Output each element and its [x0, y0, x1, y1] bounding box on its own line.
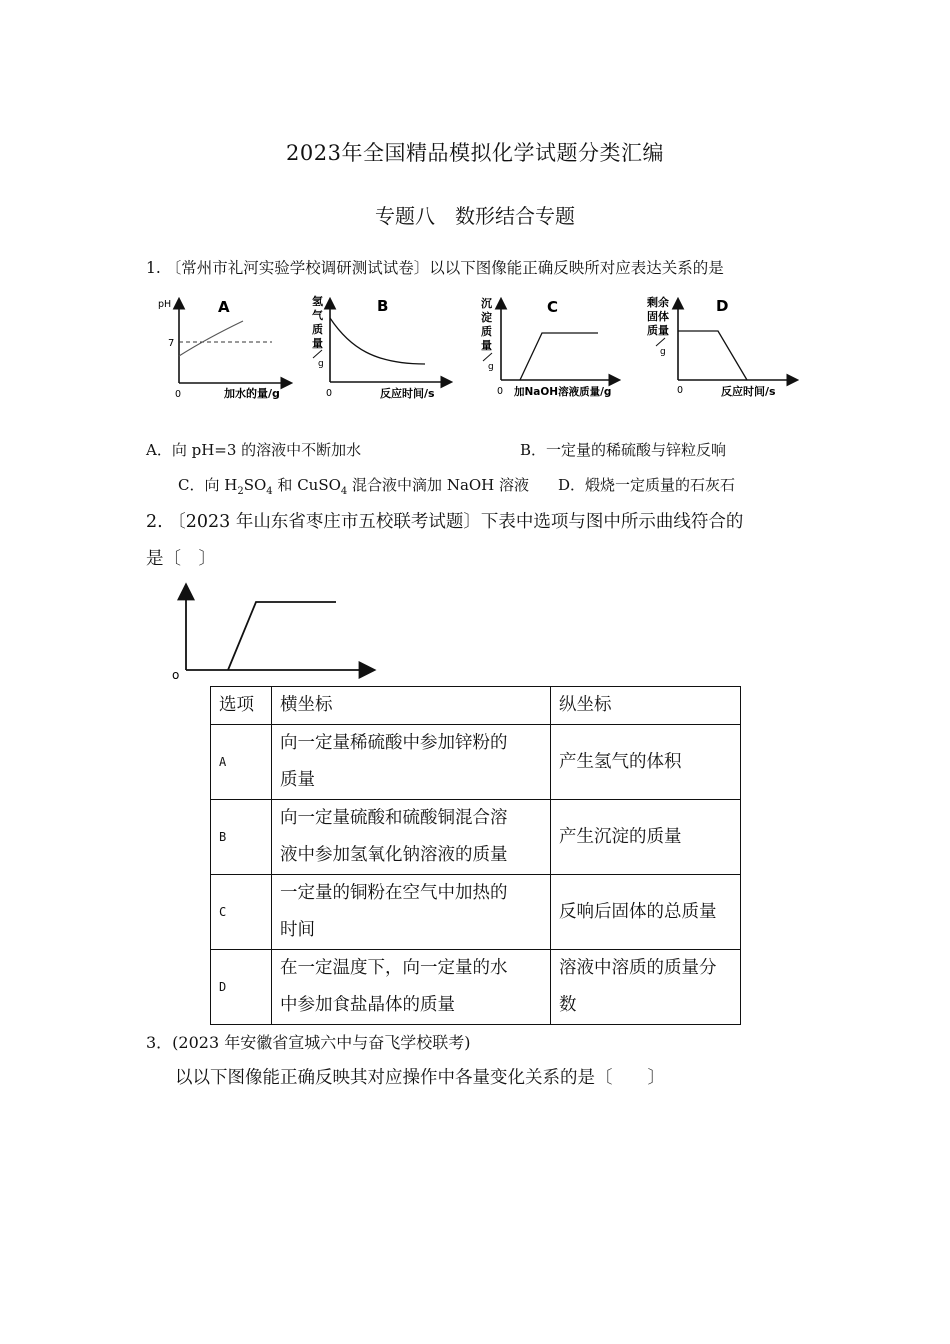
graph-c-origin: 0 [497, 386, 504, 397]
row-a-option: A [211, 725, 272, 800]
graph-c-xlabel: 加NaOH溶液质量/g [514, 386, 612, 398]
graph-c-ylabel-2: 淀 [481, 311, 492, 324]
graph-b-slash [313, 350, 322, 358]
graph-c-yunit: g [488, 362, 494, 372]
row-c-y: 反响后固体的总质量 [551, 875, 741, 950]
graph-c [481, 296, 618, 398]
question-2-graph [168, 578, 383, 683]
graph-b-ylabel-1: 氢 [312, 295, 323, 308]
graph-b-ylabel-4: 量 [312, 337, 323, 350]
question-1-number: 1. [146, 259, 161, 277]
row-b-y: 产生沉淀的质量 [551, 800, 741, 875]
graph-c-ylabel-4: 量 [481, 339, 492, 352]
row-a-x: 向一定量稀硫酸中参加锌粉的 质量 [272, 725, 551, 800]
graph-b [312, 294, 450, 400]
graph-a-curve [179, 321, 243, 356]
graph-b-origin: 0 [326, 388, 333, 399]
question-2-stem-line-2: 是〔 〕 [146, 549, 216, 569]
option-1d: D．煅烧一定质量的石灰石 [558, 476, 736, 494]
graph-a-ytick-7: 7 [168, 338, 175, 349]
graph-d-yunit: g [660, 347, 666, 357]
question-1-graphs [150, 290, 810, 405]
graph-2-origin: o [172, 668, 180, 682]
graph-d-ylabel-1: 剩余 [647, 296, 669, 309]
graph-b-xlabel: 反应时间/s [380, 387, 435, 400]
table-row [211, 950, 741, 1025]
row-b-option: B [211, 800, 272, 875]
graph-c-ylabel-3: 质 [481, 325, 492, 338]
graph-d-label: D [716, 297, 729, 315]
table-header-y: 纵坐标 [551, 687, 741, 725]
graph-a-origin: 0 [175, 389, 182, 400]
page-title: 2023年全国精品模拟化学试题分类汇编 [286, 141, 664, 165]
graph-c-slash [483, 353, 492, 361]
graph-b-curve [330, 318, 425, 364]
graph-b-ylabel-2: 气 [312, 309, 323, 322]
graph-c-label: C [547, 298, 559, 316]
graph-a [158, 298, 290, 400]
graph-c-line [520, 333, 598, 380]
question-3-stem-line-1: 3．(2023 年安徽省宣城六中与奋飞学校联考) [146, 1033, 471, 1052]
question-1-stem [146, 256, 724, 278]
graph-c-ylabel-1: 沉 [481, 297, 492, 310]
row-d-x: 在一定温度下，向一定量的水 中参加食盐晶体的质量 [272, 950, 551, 1025]
table-header-x: 横坐标 [272, 687, 551, 725]
option-1b: B．一定量的稀硫酸与锌粒反响 [520, 441, 727, 459]
option-1a: A．向 pH=3 的溶液中不断加水 [146, 441, 362, 459]
graph-a-xlabel: 加水的量/g [224, 387, 280, 400]
graph-b-yunit: g [318, 359, 324, 369]
question-2-stem-line-1: 2. 〔2023 年山东省枣庄市五校联考试题〕下表中选项与图中所示曲线符合的 [146, 512, 744, 532]
option-1c: C．向 $H_2SO_4$ 和 CuSO$_4$ 混合液中滴加 NaOH 溶液 [178, 476, 530, 497]
question-1-text: 〔常州市礼河实验学校调研测试试卷〕以以下图像能正确反映所对应表达关系的是 [165, 259, 724, 277]
graph-d-ylabel-3: 质量 [647, 324, 669, 337]
graph-b-label: B [377, 297, 389, 315]
table-row [211, 800, 741, 875]
graph-d [647, 295, 796, 398]
page-subtitle: 专题八 数形结合专题 [375, 204, 575, 228]
graph-b-ylabel-3: 质 [312, 323, 323, 336]
row-b-x: 向一定量硫酸和硫酸铜混合溶 液中参加氢氧化钠溶液的质量 [272, 800, 551, 875]
graph-d-slash [656, 338, 665, 346]
graph-a-ylabel: pH [158, 299, 172, 310]
graph-d-ylabel-2: 固体 [647, 310, 669, 323]
table-header-option: 选项 [211, 687, 272, 725]
row-c-x: 一定量的铜粉在空气中加热的 时间 [272, 875, 551, 950]
question-3-stem-line-2: 以以下图像能正确反映其对应操作中各量变化关系的是〔 〕 [175, 1068, 665, 1088]
table-row [211, 875, 741, 950]
graph-a-label: A [218, 298, 230, 316]
graph-d-line [678, 331, 747, 380]
row-d-option: D [211, 950, 272, 1025]
row-a-y: 产生氢气的体积 [551, 725, 741, 800]
graph-2-line [228, 602, 336, 670]
row-d-y: 溶液中溶质的质量分 数 [551, 950, 741, 1025]
table-header-row [211, 687, 741, 725]
row-c-option: C [211, 875, 272, 950]
graph-d-xlabel: 反应时间/s [721, 385, 776, 398]
table-row [211, 725, 741, 800]
question-2-table [210, 686, 741, 1025]
graph-d-origin: 0 [677, 385, 684, 396]
